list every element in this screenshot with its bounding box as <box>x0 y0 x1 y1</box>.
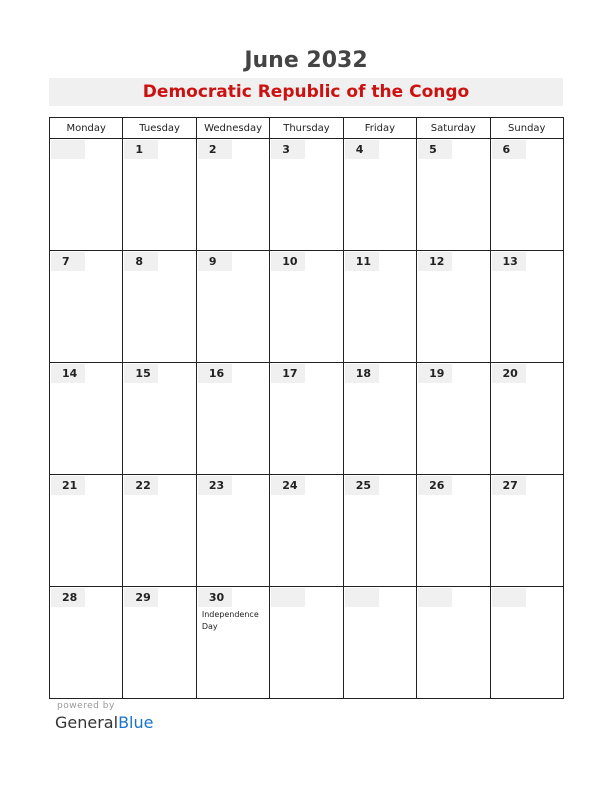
day-number: 26 <box>418 476 452 495</box>
day-number: 22 <box>124 476 158 495</box>
week-row <box>50 587 564 699</box>
day-cell <box>270 587 343 699</box>
brand-general: General <box>55 713 119 732</box>
day-cell <box>490 139 563 251</box>
day-number: 4 <box>345 140 379 159</box>
weekday-header-row <box>50 118 564 139</box>
day-number: 2 <box>198 140 232 159</box>
weekday-thursday: Thursday <box>270 118 343 139</box>
day-number: 21 <box>51 476 85 495</box>
day-number: 10 <box>271 252 305 271</box>
calendar-grid <box>49 117 564 699</box>
day-cell <box>417 251 490 363</box>
day-cell <box>343 475 416 587</box>
day-number: 12 <box>418 252 452 271</box>
weekday-sunday: Sunday <box>490 118 563 139</box>
day-cell <box>343 139 416 251</box>
day-cell <box>196 251 269 363</box>
week-row <box>50 363 564 475</box>
day-cell <box>417 587 490 699</box>
day-cell <box>270 363 343 475</box>
day-number: 19 <box>418 364 452 383</box>
day-number: 5 <box>418 140 452 159</box>
day-cell <box>196 475 269 587</box>
weekday-tuesday: Tuesday <box>123 118 196 139</box>
day-number: 25 <box>345 476 379 495</box>
brand-blue: Blue <box>118 713 154 732</box>
day-number: 18 <box>345 364 379 383</box>
week-row <box>50 251 564 363</box>
day-number: 16 <box>198 364 232 383</box>
day-number: 11 <box>345 252 379 271</box>
day-number: 3 <box>271 140 305 159</box>
day-cell <box>417 475 490 587</box>
day-number <box>492 588 526 607</box>
day-cell <box>270 251 343 363</box>
day-cell <box>490 587 563 699</box>
day-cell <box>490 475 563 587</box>
day-cell <box>50 251 123 363</box>
day-cell <box>270 139 343 251</box>
week-row <box>50 475 564 587</box>
country-banner: Democratic Republic of the Congo <box>49 78 563 106</box>
day-number: 7 <box>51 252 85 271</box>
weekday-saturday: Saturday <box>417 118 490 139</box>
day-number: 30 <box>198 588 232 607</box>
day-number: 9 <box>198 252 232 271</box>
weekday-friday: Friday <box>343 118 416 139</box>
day-cell <box>343 363 416 475</box>
day-cell <box>50 139 123 251</box>
day-cell <box>123 139 196 251</box>
day-number: 17 <box>271 364 305 383</box>
page-title: June 2032 <box>244 48 368 73</box>
day-number: 27 <box>492 476 526 495</box>
day-cell <box>270 475 343 587</box>
day-number <box>51 140 85 159</box>
day-cell <box>417 139 490 251</box>
day-cell <box>123 587 196 699</box>
day-cell <box>196 363 269 475</box>
day-cell <box>50 475 123 587</box>
day-cell <box>50 587 123 699</box>
day-number <box>271 588 305 607</box>
day-cell <box>123 475 196 587</box>
week-row <box>50 139 564 251</box>
day-number: 8 <box>124 252 158 271</box>
day-cell <box>123 363 196 475</box>
day-cell <box>490 251 563 363</box>
day-number: 24 <box>271 476 305 495</box>
day-number: 14 <box>51 364 85 383</box>
holiday-label: Independence Day <box>201 610 259 631</box>
day-number: 28 <box>51 588 85 607</box>
day-cell <box>123 251 196 363</box>
day-number: 29 <box>124 588 158 607</box>
weekday-wednesday: Wednesday <box>196 118 269 139</box>
day-number: 15 <box>124 364 158 383</box>
day-number: 20 <box>492 364 526 383</box>
day-number: 13 <box>492 252 526 271</box>
day-number: 23 <box>198 476 232 495</box>
day-cell <box>343 587 416 699</box>
day-cell <box>50 363 123 475</box>
weekday-monday: Monday <box>50 118 123 139</box>
day-number <box>418 588 452 607</box>
day-number <box>345 588 379 607</box>
generalblue-logo[interactable] <box>55 713 153 732</box>
day-number: 6 <box>492 140 526 159</box>
powered-by-text: powered by <box>57 701 115 711</box>
day-cell <box>343 251 416 363</box>
day-cell <box>417 363 490 475</box>
day-cell <box>196 587 269 699</box>
day-cell <box>196 139 269 251</box>
day-cell <box>490 363 563 475</box>
day-number: 1 <box>124 140 158 159</box>
